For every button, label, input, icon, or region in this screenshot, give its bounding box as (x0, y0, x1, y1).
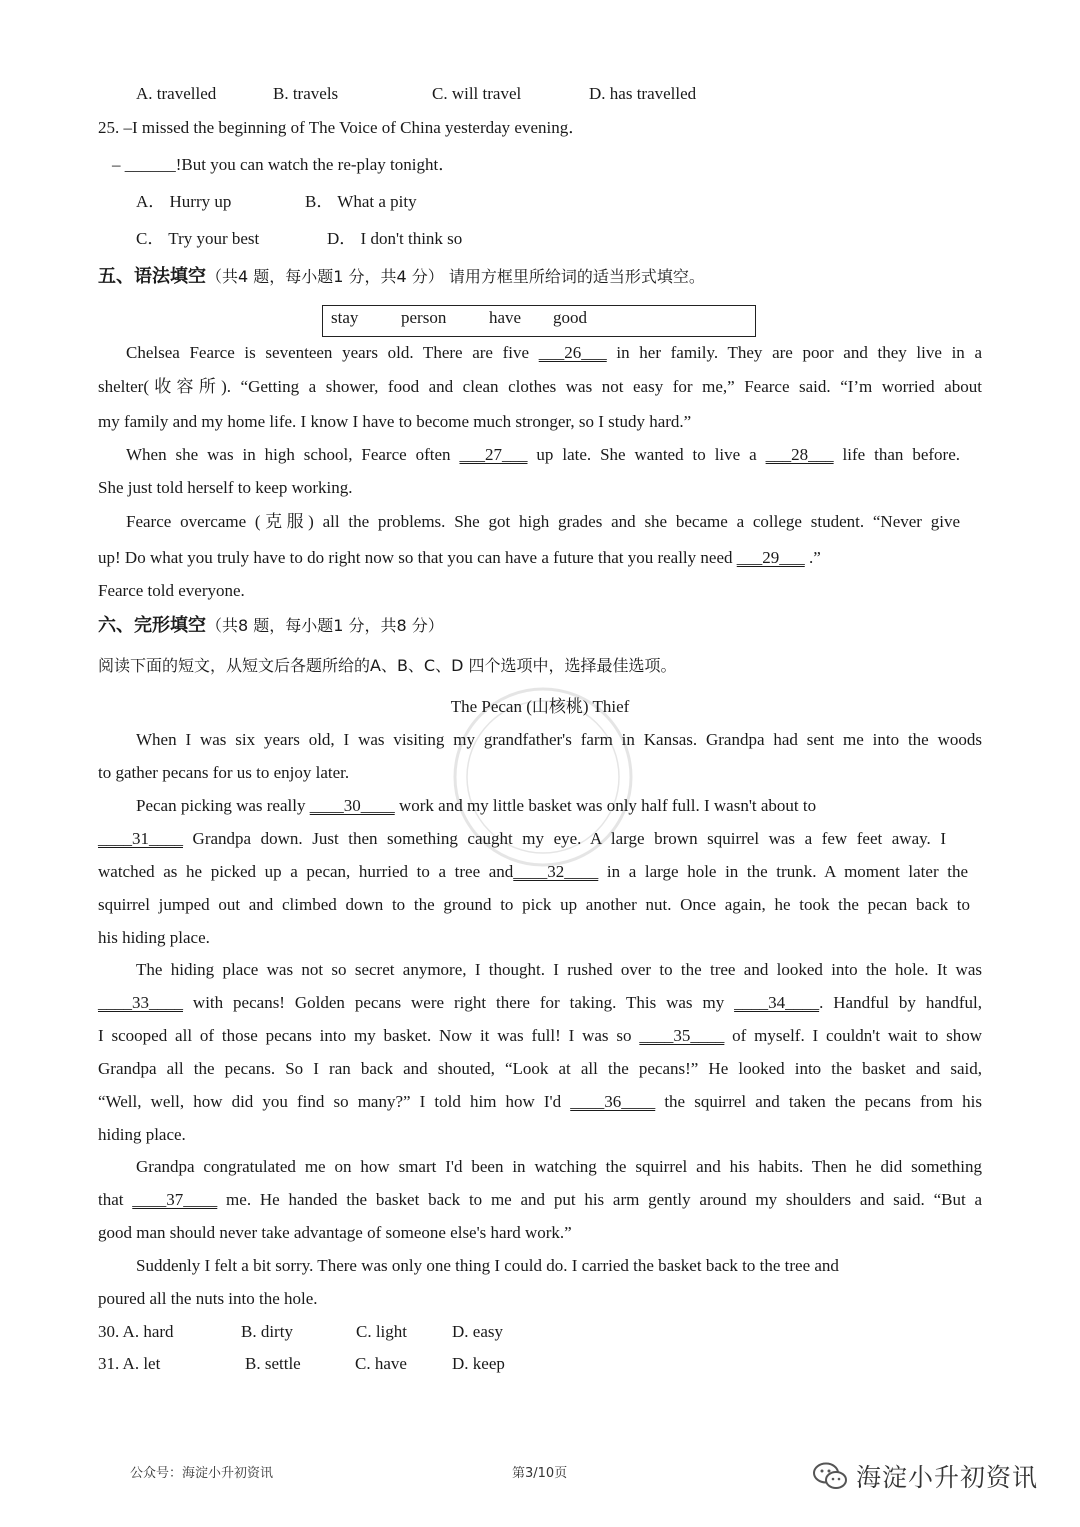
blank-32[interactable]: ____32____ (513, 862, 599, 881)
blank-36[interactable]: ____36____ (570, 1092, 656, 1111)
option-d[interactable]: D． I don't think so (327, 229, 463, 248)
option-b[interactable]: B． What a pity (305, 192, 417, 211)
footer-brand (812, 1458, 1038, 1494)
passage-line: Chelsea Fearce is seventeen years old. There are five ___26___ in her family. They are poor and they live in a (126, 343, 983, 362)
word-bank-box (322, 305, 756, 337)
option-b[interactable]: B. travels (273, 84, 339, 103)
passage-line: The hiding place was not so secret anymore, I thought. I rushed over to the tree and looked into the hole. It was (136, 960, 982, 979)
word-bank-item: good (553, 308, 587, 327)
blank-37[interactable]: ____37____ (132, 1190, 218, 1209)
passage-line: shelter(收容所). “Getting a shower, food and clean clothes was not easy for me,” Fearce said. “I’m worried about (98, 377, 982, 396)
option-d[interactable]: D. keep (452, 1354, 505, 1373)
passage-line: up! Do what you truly have to do right now so that you can have a future that you really need ___29___ .” (98, 548, 821, 567)
blank-26[interactable]: ___26___ (538, 343, 607, 362)
blank-33[interactable]: ____33____ (98, 993, 183, 1012)
section5-heading: 五、语法填空（共4 题，每小题1 分，共4 分） 请用方框里所给词的适当形式填空。 (98, 266, 705, 287)
brand-name: 海淀小升初资讯 (856, 1463, 1039, 1492)
passage-line: Pecan picking was really ____30____ work and my little basket was only half full. I wasn't about to (136, 796, 817, 815)
passage-line: Fearce overcame (克服) all the problems. She got high grades and she became a college student. “Never give (126, 512, 960, 531)
passage-line: to gather pecans for us to enjoy later. (98, 763, 350, 782)
passage-line: hiding place. (98, 1125, 186, 1144)
option-c[interactable]: C. will travel (432, 84, 522, 103)
page-number: 第3/10页 (512, 1466, 568, 1481)
option-d[interactable]: D. has travelled (589, 84, 697, 103)
word-bank-item: person (401, 308, 447, 327)
blank-34[interactable]: ____34____ (734, 993, 820, 1012)
section6-heading: 六、完形填空（共8 题，每小题1 分，共8 分） (98, 615, 444, 636)
passage-line: ____31____ Grandpa down. Just then something caught my eye. A large brown squirrel was a few feet away. I (98, 829, 946, 848)
passage-line: When she was in high school, Fearce often ___27___ up late. She wanted to live a ___28___ life than before. (126, 445, 961, 464)
blank-29[interactable]: ___29___ (736, 548, 805, 567)
passage-line: that ____37____ me. He handed the basket back to me and put his arm gently around my shoulders and said. “But a (98, 1190, 982, 1209)
word-bank-item: stay (331, 308, 359, 327)
footer-account: 公众号：海淀小升初资讯 (130, 1466, 274, 1481)
option-a[interactable]: A. travelled (136, 84, 217, 103)
passage-line: ____33____ with pecans! Golden pecans were right there for taking. This was my ____34____. Handful by handful, (98, 993, 982, 1012)
blank-30[interactable]: ____30____ (309, 796, 395, 815)
passage-line: “Well, well, how did you find so many?” I told him how I'd ____36____ the squirrel and taken the pecans from his (98, 1092, 983, 1111)
passage-line: my family and my home life. I know I have to become much stronger, so I study hard.” (98, 412, 692, 431)
tv-show-title: The Voice of China (308, 118, 441, 137)
passage-line: Grandpa congratulated me on how smart I'd been in watching the squirrel and his habits. Then he did something (136, 1157, 982, 1176)
option-c[interactable]: C. have (355, 1354, 407, 1373)
wechat-icon (812, 1461, 848, 1491)
passage-line: She just told herself to keep working. (98, 478, 353, 497)
q25-reply: – ______!But you can watch the re-play tonight． (112, 155, 456, 174)
answer-blank[interactable]: ______ (124, 155, 176, 174)
passage-title: The Pecan (山核桃) Thief (450, 697, 630, 716)
option-c[interactable]: C. light (356, 1322, 408, 1341)
blank-27[interactable]: ___27___ (459, 445, 528, 464)
option-d[interactable]: D. easy (452, 1322, 503, 1341)
option-c[interactable]: C． Try your best (136, 229, 260, 248)
passage-line: poured all the nuts into the hole. (98, 1289, 318, 1308)
passage-line: squirrel jumped out and climbed down to the ground to pick up another nut. Once again, he took the pecan back to (98, 895, 970, 914)
option-b[interactable]: B. settle (245, 1354, 301, 1373)
passage-line: Suddenly I felt a bit sorry. There was only one thing I could do. I carried the basket back to the tree and (136, 1256, 839, 1275)
passage-line: good man should never take advantage of someone else's hard work.” (98, 1223, 572, 1242)
passage-line: I scooped all of those pecans into my basket. Now it was full! I was so ____35____ of myself. I couldn't wait to show (98, 1026, 982, 1045)
section6-instruction: 阅读下面的短文，从短文后各题所给的A、B、C、D 四个选项中，选择最佳选项。 (98, 656, 677, 675)
q25-stem: 25. –I missed the beginning of The Voice of China yesterday evening． (98, 118, 586, 137)
option-a[interactable]: 31. A. let (98, 1354, 161, 1373)
passage-line: his hiding place. (98, 928, 210, 947)
passage-line: When I was six years old, I was visiting my grandfather's farm in Kansas. Grandpa had sent me into the woods (136, 730, 982, 749)
blank-28[interactable]: ___28___ (765, 445, 834, 464)
option-b[interactable]: B. dirty (241, 1322, 293, 1341)
passage-line: watched as he picked up a pecan, hurried to a tree and____32____ in a large hole in the trunk. A moment later the (98, 862, 968, 881)
passage-line: Grandpa all the pecans. So I ran back and shouted, “Look at all the pecans!” He looked into the basket and said, (98, 1059, 982, 1078)
passage-line: Fearce told everyone. (98, 581, 245, 600)
option-a[interactable]: 30. A. hard (98, 1322, 174, 1341)
word-bank-item: have (489, 308, 522, 327)
option-a[interactable]: A． Hurry up (136, 192, 232, 211)
blank-31[interactable]: ____31____ (98, 829, 183, 848)
blank-35[interactable]: ____35____ (639, 1026, 725, 1045)
